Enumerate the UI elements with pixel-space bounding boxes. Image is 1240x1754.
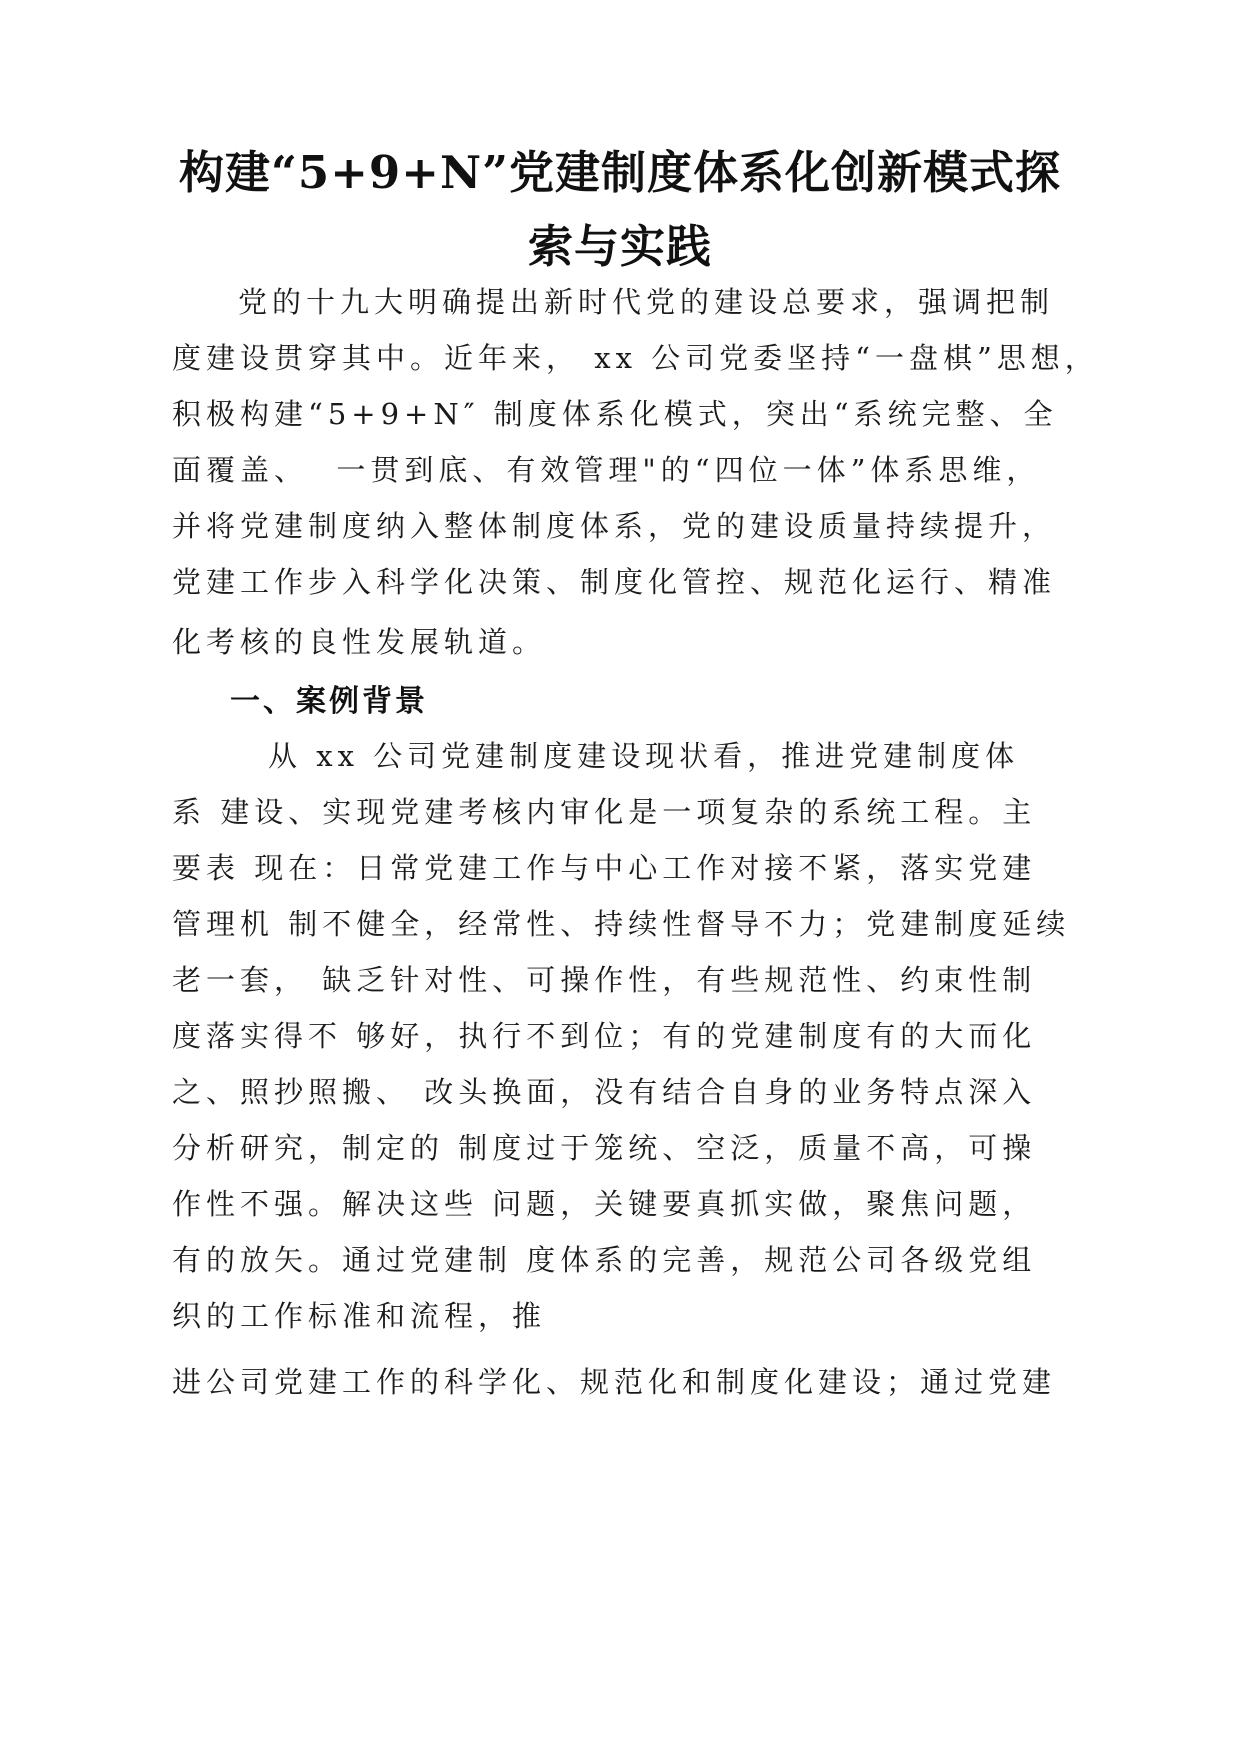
intro-paragraph-line: 党建工作步入科学化决策、制度化管控、规范化运行、精准	[172, 565, 1057, 599]
section-paragraph-line: 系 建设、实现党建考核内审化是一项复杂的系统工程。主	[172, 795, 1037, 829]
section-paragraph-line: 有的放矢。通过党建制 度体系的完善，规范公司各级党组	[172, 1243, 1037, 1277]
section-paragraph-line: 从 xx 公司党建制度建设现状看，推进党建制度体	[268, 739, 1020, 773]
section-paragraph-line: 分析研究，制定的 制度过于笼统、空泛，质量不高，可操	[172, 1131, 1037, 1165]
document-title-line-2: 索与实践	[527, 220, 712, 273]
section-paragraph-line: 老一套， 缺乏针对性、可操作性，有些规范性、约束性制	[172, 963, 1037, 997]
section-heading: 一、案例背景	[230, 684, 428, 719]
intro-paragraph-line: 面覆盖、 一贯到底、有效管理"的“四位一体”体系思维，	[172, 453, 1041, 487]
section-paragraph-line: 度落实得不 够好，执行不到位；有的党建制度有的大而化	[172, 1019, 1037, 1053]
section-paragraph-line: 进公司党建工作的科学化、规范化和制度化建设；通过党建	[172, 1365, 1057, 1399]
intro-paragraph-line: 度建设贯穿其中。近年来， xx 公司党委坚持“一盘棋”思想，	[172, 341, 1099, 375]
intro-paragraph-line: 党的十九大明确提出新时代党的建设总要求，强调把制	[238, 285, 1055, 319]
section-paragraph-line: 织的工作标准和流程，推	[172, 1299, 547, 1333]
section-paragraph-line: 管理机 制不健全，经常性、持续性督导不力；党建制度延续	[172, 907, 1071, 941]
intro-paragraph-line: 积极构建“5+9+N″ 制度体系化模式，突出“系统完整、全	[172, 397, 1058, 431]
intro-paragraph-line: 化考核的良性发展轨道。	[172, 625, 547, 659]
section-paragraph-line: 要表 现在：日常党建工作与中心工作对接不紧，落实党建	[172, 851, 1037, 885]
section-paragraph-line: 之、照抄照搬、 改头换面，没有结合自身的业务特点深入	[172, 1075, 1037, 1109]
document-title-line-1: 构建“5+9+N”党建制度体系化创新模式探	[179, 146, 1061, 199]
intro-paragraph-line: 并将党建制度纳入整体制度体系，党的建设质量持续提升，	[172, 509, 1057, 543]
section-paragraph-line: 作性不强。解决这些 问题，关键要真抓实做，聚焦问题，	[172, 1187, 1037, 1221]
